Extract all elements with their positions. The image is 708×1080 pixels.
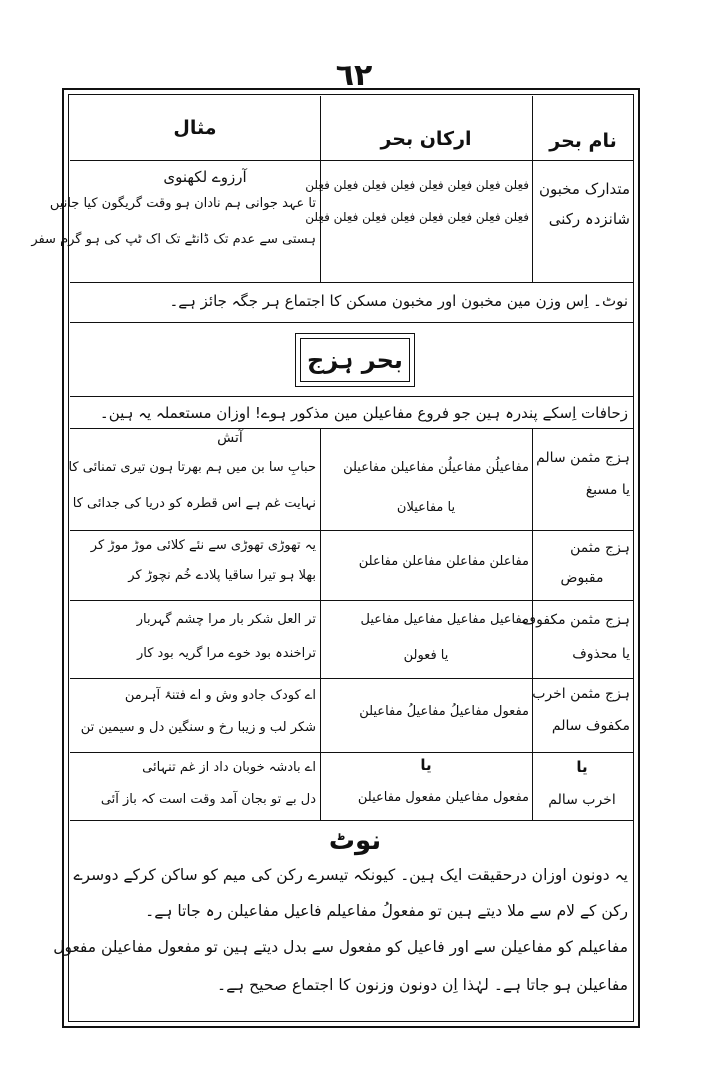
row1-poet: آرزوے لکھنوی bbox=[163, 168, 247, 186]
r3-name-2: یا محذوف bbox=[572, 646, 630, 662]
row-line-3 bbox=[70, 678, 633, 679]
row1-arkan-line2: فعِلن فعِلن فعِلن فعِلن فعِلن فعِلن فعِلن فعِلن bbox=[305, 210, 529, 224]
paragraph-line-4: مفاعیلن ہو جاتا ہے۔ لہٰذا اِن دونون وزنون کا اجتماع صحیح ہے۔ bbox=[217, 976, 628, 994]
r4-name-2: مکفوف سالم bbox=[551, 718, 630, 734]
r5-arkan-2: مفعول مفاعیلن مفعول مفاعیلن bbox=[357, 790, 529, 805]
row1-misal-line1: تا عہد جوانی ہم نادان ہو وقت گریگون کیا جانیں bbox=[49, 196, 316, 211]
zihafat-line: زحافات اِسکے پندرہ ہین جو فروع مفاعیلن مین مذکور ہوے! اوزان مستعملہ یہ ہین۔ bbox=[99, 404, 628, 422]
r4-arkan-1: مفعول مفاعیلُ مفاعیلُ مفاعیلن bbox=[359, 704, 529, 719]
paragraph-line-2: رکن کے لام سے ملا دیتے ہین تو مفعولُ مفاعیلم فاعیل مفاعیلن رہ جاتا ہے۔ bbox=[145, 902, 628, 920]
row-line-1 bbox=[70, 530, 633, 531]
r1-misal-2: نہایت غم ہے اس قطرہ کو دریا کی جدائی کا bbox=[72, 496, 316, 511]
r3-misal-2: تراخندہ بود خوے مرا گریہ بود کار bbox=[137, 646, 316, 661]
r1-name-2: یا مسبغ bbox=[585, 482, 630, 498]
r5-misal-1: اے بادشہ خوبان داد از غم تنہائی bbox=[142, 760, 316, 775]
bahr-title: بحر ہزج bbox=[300, 338, 410, 382]
r2-arkan-1: مفاعلن مفاعلن مفاعلن مفاعلن bbox=[358, 554, 529, 569]
table1-divider-right bbox=[532, 96, 533, 282]
row-line-4 bbox=[70, 752, 633, 753]
table1-header-line bbox=[70, 160, 633, 161]
r3-misal-1: تر العل شکر بار مرا چشم گہربار bbox=[136, 612, 316, 627]
r2-misal-2: بھلا ہو تیرا ساقیا پلادے خُم نچوڑ کر bbox=[128, 568, 316, 583]
r5-misal-2: دل بے تو بجان آمد وقت است کہ باز آئی bbox=[100, 792, 316, 807]
row1-misal-line2: ہستی سے عدم تک ڈانٹے تک اک ٹپ کی ہو گرم سفر bbox=[31, 232, 316, 247]
r3-arkan-1: مفاعیل مفاعیل مفاعیل مفاعیل bbox=[360, 612, 529, 627]
r3-name-1: ہزج مثمن مکفوف bbox=[521, 612, 630, 628]
r1-misal-1: حبابِ سا بن میں ہم بھرتا ہون تیری تمنائی کا bbox=[68, 460, 316, 475]
r2-name-2: مقبوض bbox=[560, 570, 604, 586]
table2-divider-left bbox=[320, 428, 321, 820]
r2-misal-1: یہ تھوڑی تھوڑی سے نئے کلائی موڑ موڑ کر bbox=[90, 538, 316, 553]
r1-name-1: ہزج مثمن سالم bbox=[536, 450, 630, 466]
note-heading: نوٹ bbox=[328, 826, 382, 856]
r4-misal-1: اے کودک جادو وش و اے فتنۂ آہرمن bbox=[124, 688, 316, 703]
header-name: نام بحر bbox=[549, 130, 617, 152]
r5-arkan-1: یا bbox=[420, 756, 432, 774]
r1-arkan-1: مفاعیلُن مفاعیلُن مفاعیلن مفاعیلن bbox=[343, 460, 529, 475]
table2-top-line bbox=[70, 428, 633, 429]
paragraph-line-1: یہ دونون اوزان درحقیقت ایک ہین۔ کیونکہ تیسرے رکن کی میم کو ساکن کرکے دوسرے bbox=[73, 866, 628, 884]
r2-name-1: ہزج مثمن bbox=[570, 540, 630, 556]
page-number: ٦٢ bbox=[335, 58, 373, 93]
r4-misal-2: شکر لب و زیبا رخ و سنگین دل و سیمین تن bbox=[80, 720, 316, 735]
note-bottom-line bbox=[70, 322, 633, 323]
title-bottom-line bbox=[70, 396, 633, 397]
table1-bottom-line bbox=[70, 282, 633, 283]
header-misal: مثال bbox=[173, 117, 217, 139]
r5-name-1: یا bbox=[576, 758, 588, 776]
row1-name-line1: متدارک مخبون bbox=[538, 180, 630, 198]
r5-name-2: اخرب سالم bbox=[548, 792, 616, 808]
r1-arkan-2: یا مفاعیلان bbox=[396, 500, 456, 515]
r1-poet: آتش bbox=[217, 430, 243, 446]
r4-name-1: ہزج مثمن اخرب bbox=[532, 686, 630, 702]
paragraph-line-3: مفاعیلم کو مفاعیلن سے اور فاعیل کو مفعول سے بدل دیتے ہین تو مفعول مفاعیلن مفعول bbox=[53, 938, 628, 956]
header-arkan: ارکان بحر bbox=[380, 128, 472, 150]
row1-arkan-line1: فعِلن فعِلن فعِلن فعِلن فعِلن فعِلن فعِلن فعِلن bbox=[305, 178, 529, 192]
r3-arkan-2: یا فعولن bbox=[403, 648, 449, 663]
row-line-2 bbox=[70, 600, 633, 601]
table1-note: نوٹ۔ اِس وزن مین مخبون اور مخبون مسکن کا اجتماع ہر جگہ جائز ہے۔ bbox=[169, 292, 628, 310]
row-line-5 bbox=[70, 820, 633, 821]
row1-name-line2: شانزدہ رکنی bbox=[548, 210, 630, 228]
